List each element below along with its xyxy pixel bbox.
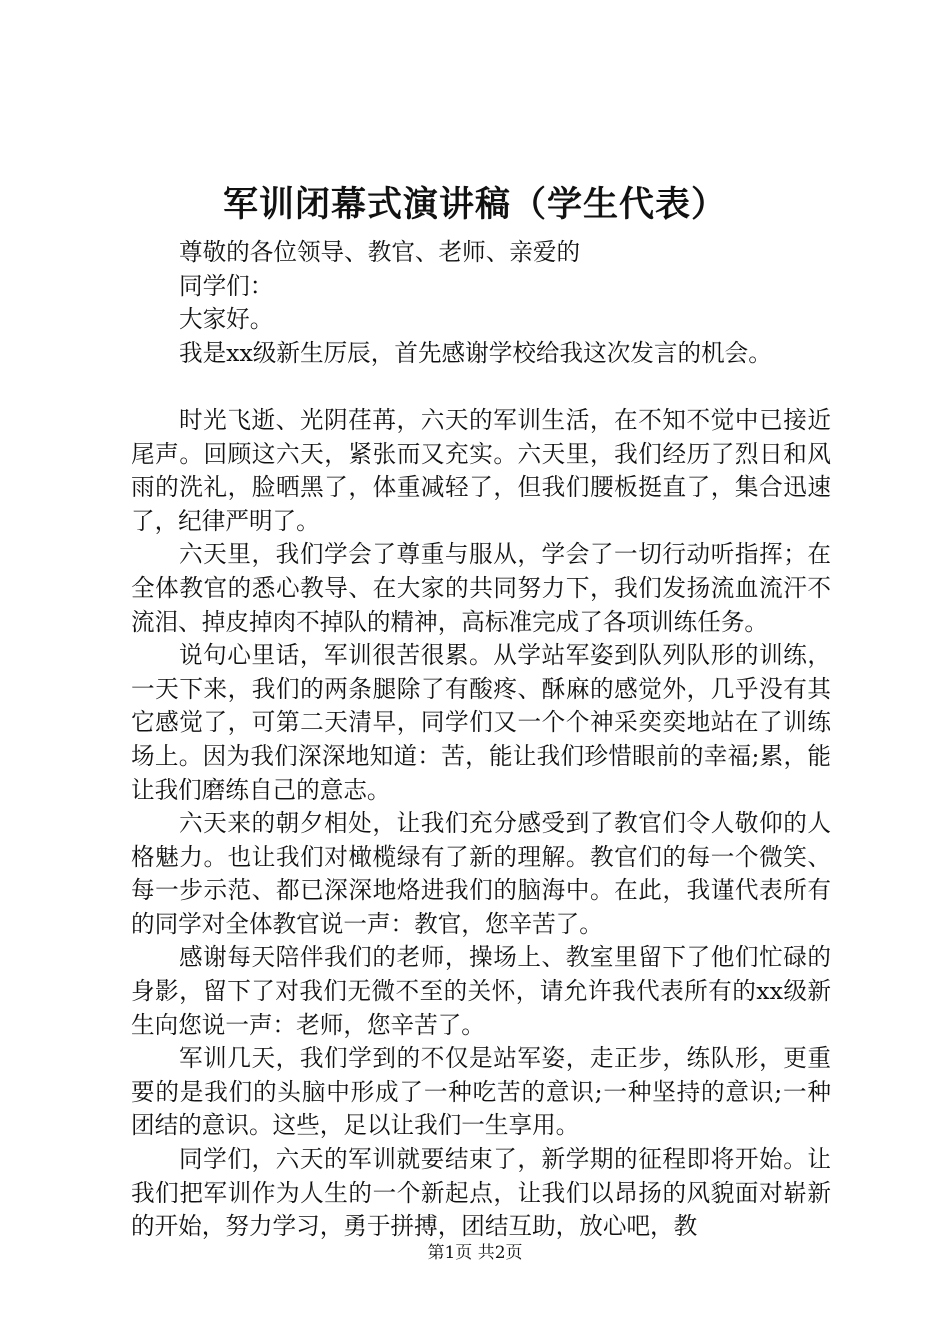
salutation-line-1: 尊敬的各位领导、教官、老师、亲爱的 — [179, 238, 581, 266]
paragraph: 六天来的朝夕相处，让我们充分感受到了教官们令人敬仰的人格魅力。也让我们对橄榄绿有了新的理解。教官们的每一个微笑、每一步示范、都已深深地烙进我们的脑海中。在此，我谨代表所有的同学对全体教官说一声：教官，您辛苦了。 — [131, 809, 831, 938]
paragraph-spacer — [131, 370, 831, 404]
intro-line: 我是xx级新生厉辰，首先感谢学校给我这次发言的机会。 — [179, 338, 772, 367]
document-body — [131, 236, 831, 1244]
paragraph: 军训几天，我们学到的不仅是站军姿，走正步，练队形，更重要的是我们的头脑中形成了一种吃苦的意识;一种坚持的意识;一种团结的意识。这些，足以让我们一生享用。 — [131, 1044, 831, 1140]
document-title: 军训闭幕式演讲稿（学生代表） — [222, 184, 727, 225]
paragraph: 说句心里话，军训很苦很累。从学站军姿到队列队形的训练，一天下来，我们的两条腿除了有酸疼、酥麻的感觉外，几乎没有其它感觉了，可第二天清早，同学们又一个个神采奕奕地站在了训练场上。因为我们深深地知道：苦，能让我们珍惜眼前的幸福;累，能让我们磨练自己的意志。 — [131, 641, 831, 804]
paragraph: 感谢每天陪伴我们的老师，操场上、教室里留下了他们忙碌的身影，留下了对我们无微不至的关怀，请允许我代表所有的xx级新生向您说一声：老师，您辛苦了。 — [131, 943, 831, 1039]
paragraph: 时光飞逝、光阴荏苒，六天的军训生活，在不知不觉中已接近尾声。回顾这六天，紧张而又充实。六天里，我们经历了烈日和风雨的洗礼，脸晒黑了，体重减轻了，但我们腰板挺直了，集合迅速了，纪律严明了。 — [131, 405, 831, 535]
paragraph: 六天里，我们学会了尊重与服从，学会了一切行动听指挥；在全体教官的悉心教导、在大家的共同努力下，我们发扬流血流汗不流泪、掉皮掉肉不掉队的精神，高标准完成了各项训练任务。 — [131, 540, 831, 636]
salutation-line-2: 同学们： — [179, 271, 274, 300]
greeting: 大家好。 — [179, 305, 274, 334]
paragraph: 同学们，六天的军训就要结束了，新学期的征程即将开始。让我们把军训作为人生的一个新起点，让我们以昂扬的风貌面对崭新的开始，努力学习，勇于拼搏，团结互助，放心吧，教 — [131, 1145, 831, 1241]
page-footer: 第1页 共2页 — [427, 1243, 523, 1263]
